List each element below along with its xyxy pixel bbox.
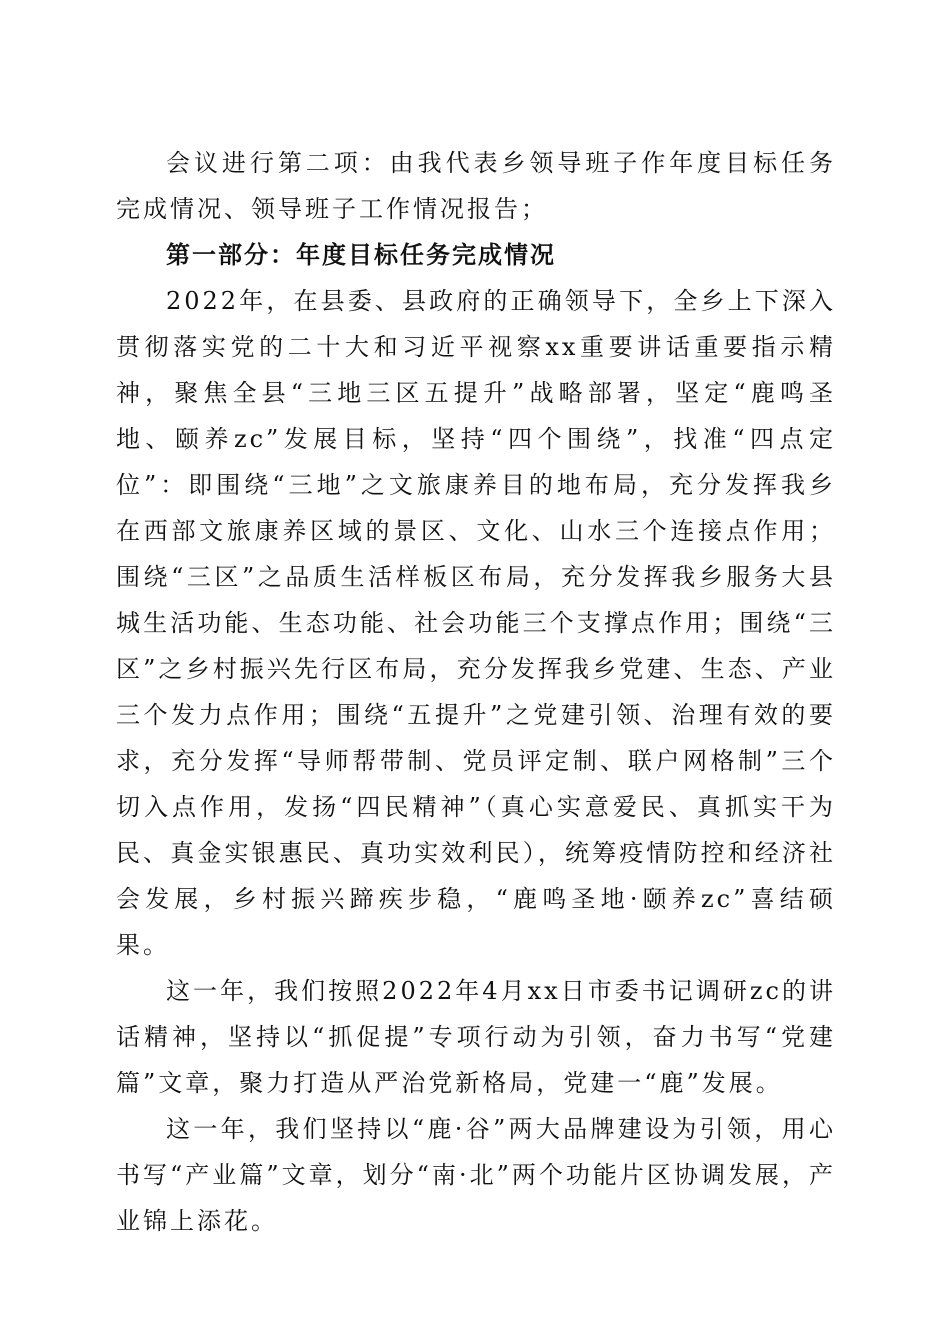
document-body: [116, 140, 836, 1244]
intro-paragraph: 会议进行第二项：由我代表乡领导班子作年度目标任务完成情况、领导班子工作情况报告；: [116, 149, 836, 223]
section-heading: 第一部分：年度目标任务完成情况: [166, 240, 556, 269]
body-paragraph: 2022年，在县委、县政府的正确领导下，全乡上下深入贯彻落实党的二十大和习近平视察xx重要讲话重要指示精神，聚焦全县“三地三区五提升”战略部署，坚定“鹿鸣圣地、颐养zc”发展目标，坚持“四个围绕”，找准“四点定位”：即围绕“三地”之文旅康养目的地布局，充分发挥我乡在西部文旅康养区域的景区、文化、山水三个连接点作用；围绕“三区”之品质生活样板区布局，充分发挥我乡服务大县城生活功能、生态功能、社会功能三个支撑点作用；围绕“三区”之乡村振兴先行区布局，充分发挥我乡党建、生态、产业三个发力点作用；围绕“五提升”之党建引领、治理有效的要求，充分发挥“导师帮带制、党员评定制、联户网格制”三个切入点作用，发扬“四民精神”（真心实意爱民、真抓实干为民、真金实银惠民、真功实效利民），统筹疫情防控和经济社会发展，乡村振兴蹄疾步稳，“鹿鸣圣地·颐养zc”喜结硕果。: [116, 287, 836, 959]
body-paragraph: 这一年，我们按照2022年4月xx日市委书记调研zc的讲话精神，坚持以“抓促提”专项行动为引领，奋力书写“党建篇”文章，聚力打造从严治党新格局，党建一“鹿”发展。: [116, 977, 836, 1097]
body-paragraph: 这一年，我们坚持以“鹿·谷”两大品牌建设为引领，用心书写“产业篇”文章，划分“南·北”两个功能片区协调发展，产业锦上添花。: [116, 1115, 836, 1235]
